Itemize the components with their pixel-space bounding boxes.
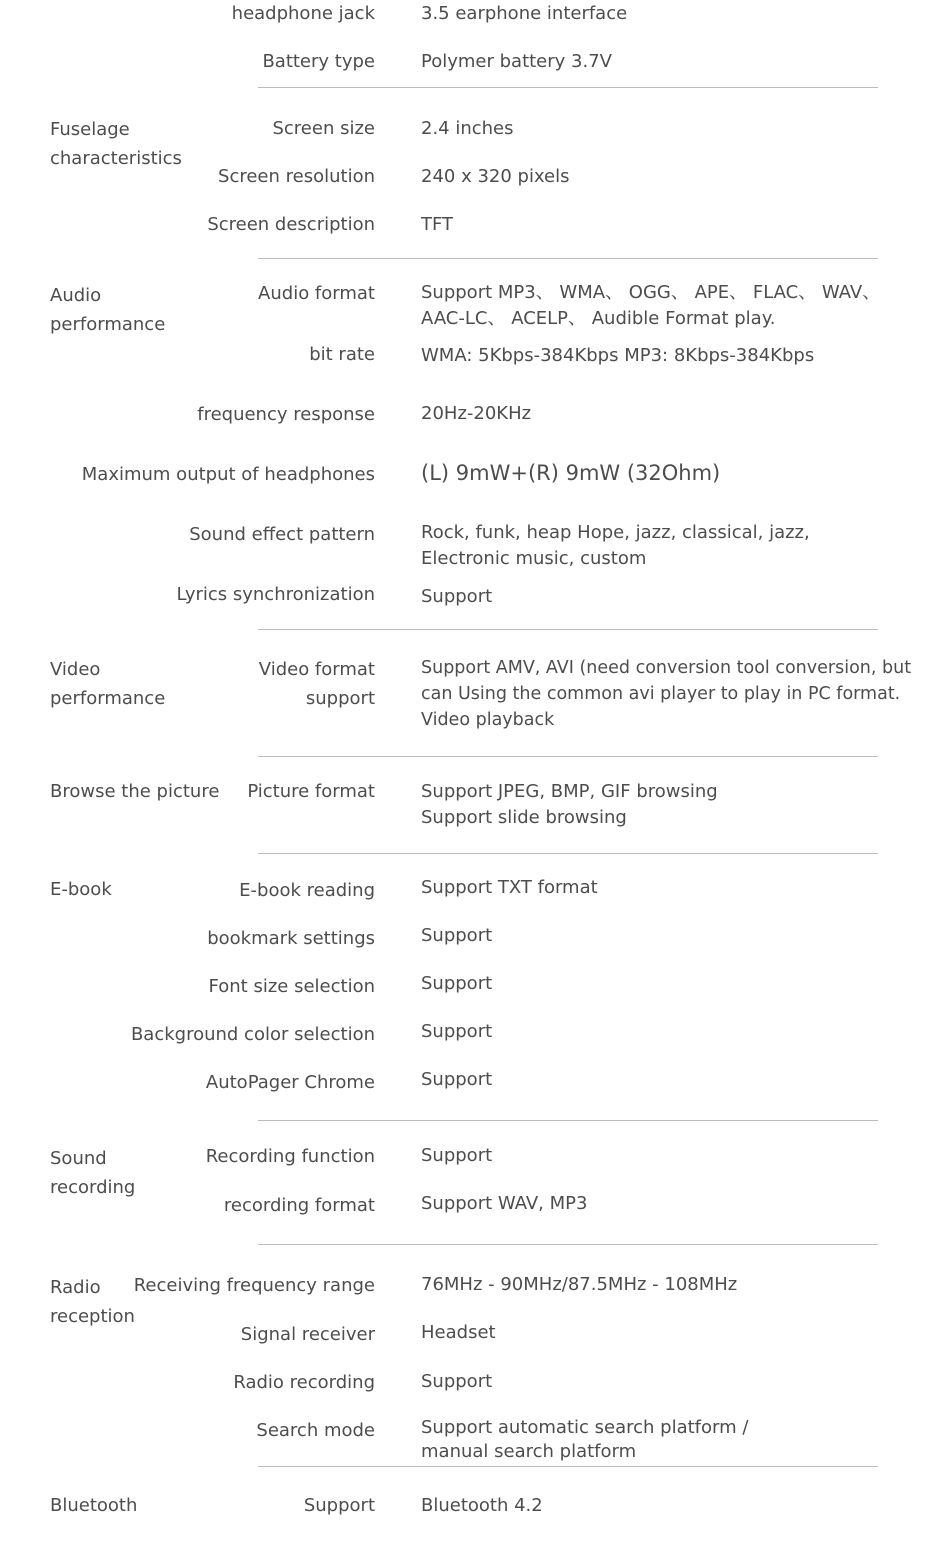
spec-label: Support [303, 1495, 375, 1516]
spec-label: bit rate [309, 344, 375, 365]
spec-label: frequency response [197, 404, 375, 425]
spec-label: Radio recording [233, 1372, 375, 1393]
spec-value: Support [421, 973, 493, 994]
spec-value: Polymer battery 3.7V [421, 51, 612, 72]
section-divider [258, 756, 878, 757]
spec-label: Font size selection [208, 976, 375, 997]
spec-value: 76MHz - 90MHz/87.5MHz - 108MHz [421, 1274, 738, 1295]
spec-value: Support WAV, MP3 [421, 1193, 588, 1214]
spec-value: Support [421, 1069, 493, 1090]
spec-value: Support automatic search platform / manual search platform [421, 1417, 749, 1462]
section-divider [258, 87, 878, 88]
section-divider [258, 853, 878, 854]
spec-label: recording format [223, 1195, 375, 1216]
spec-value: Rock, funk, heap Hope, jazz, classical, jazz, Electronic music, custom [421, 522, 810, 569]
spec-label: bookmark settings [207, 928, 375, 949]
spec-label: Audio format [258, 283, 375, 304]
spec-value: Support AMV, AVI (need conversion tool conversion, but can Using the common avi player to play in PC format. Video playback [421, 658, 912, 730]
category-audio: Audio performance [50, 285, 166, 335]
category-bluetooth: Bluetooth [50, 1495, 138, 1516]
spec-label: Battery type [262, 51, 375, 72]
spec-label: Video format support [258, 659, 375, 709]
spec-value: 240 x 320 pixels [421, 166, 570, 187]
spec-value: (L) 9mW+(R) 9mW (32Ohm) [421, 461, 721, 485]
spec-value: Support MP3、 WMA、 OGG、 APE、 FLAC、 WAV、 AAC-LC、 ACELP、 Audible Format play. [421, 282, 881, 329]
spec-label: Maximum output of headphones [81, 464, 375, 485]
spec-label: Search mode [256, 1420, 375, 1441]
spec-value: Bluetooth 4.2 [421, 1495, 543, 1516]
spec-value: 3.5 earphone interface [421, 3, 628, 24]
spec-label: AutoPager Chrome [205, 1072, 375, 1093]
category-recording: Sound recording [50, 1148, 136, 1198]
spec-label: Recording function [205, 1146, 375, 1167]
spec-value: Support [421, 586, 493, 607]
spec-value: Support [421, 1371, 493, 1392]
category-fuselage: Fuselage characteristics [50, 119, 182, 169]
section-divider [258, 629, 878, 630]
spec-label: Signal receiver [240, 1324, 375, 1345]
category-radio: Radio reception [50, 1277, 135, 1327]
section-divider [258, 1120, 878, 1121]
section-divider [258, 1466, 878, 1467]
spec-value: 2.4 inches [421, 118, 514, 139]
spec-value: Support JPEG, BMP, GIF browsing Support slide browsing [421, 781, 718, 828]
category-picture: Browse the picture [50, 781, 220, 802]
spec-label: Receiving frequency range [133, 1275, 375, 1296]
spec-label: Screen size [272, 118, 375, 139]
spec-label: E-book reading [239, 880, 375, 901]
spec-label: Lyrics synchronization [176, 584, 375, 605]
spec-label: Screen description [207, 214, 375, 235]
spec-value: Support [421, 925, 493, 946]
spec-value: Support [421, 1021, 493, 1042]
spec-label: Sound effect pattern [189, 524, 375, 545]
spec-value: Headset [421, 1322, 496, 1343]
spec-value: WMA: 5Kbps-384Kbps MP3: 8Kbps-384Kbps [421, 345, 815, 366]
spec-label: Screen resolution [218, 166, 375, 187]
spec-value: Support TXT format [421, 877, 598, 898]
spec-value: 20Hz-20KHz [421, 403, 532, 424]
category-ebook: E-book [50, 879, 112, 900]
spec-label: Background color selection [130, 1024, 375, 1045]
spec-value: Support [421, 1145, 493, 1166]
spec-label: headphone jack [231, 3, 375, 24]
category-video: Video performance [50, 659, 166, 709]
section-divider [258, 1244, 878, 1245]
section-divider [258, 258, 878, 259]
spec-value: TFT [421, 214, 454, 235]
spec-label: Picture format [247, 781, 375, 802]
